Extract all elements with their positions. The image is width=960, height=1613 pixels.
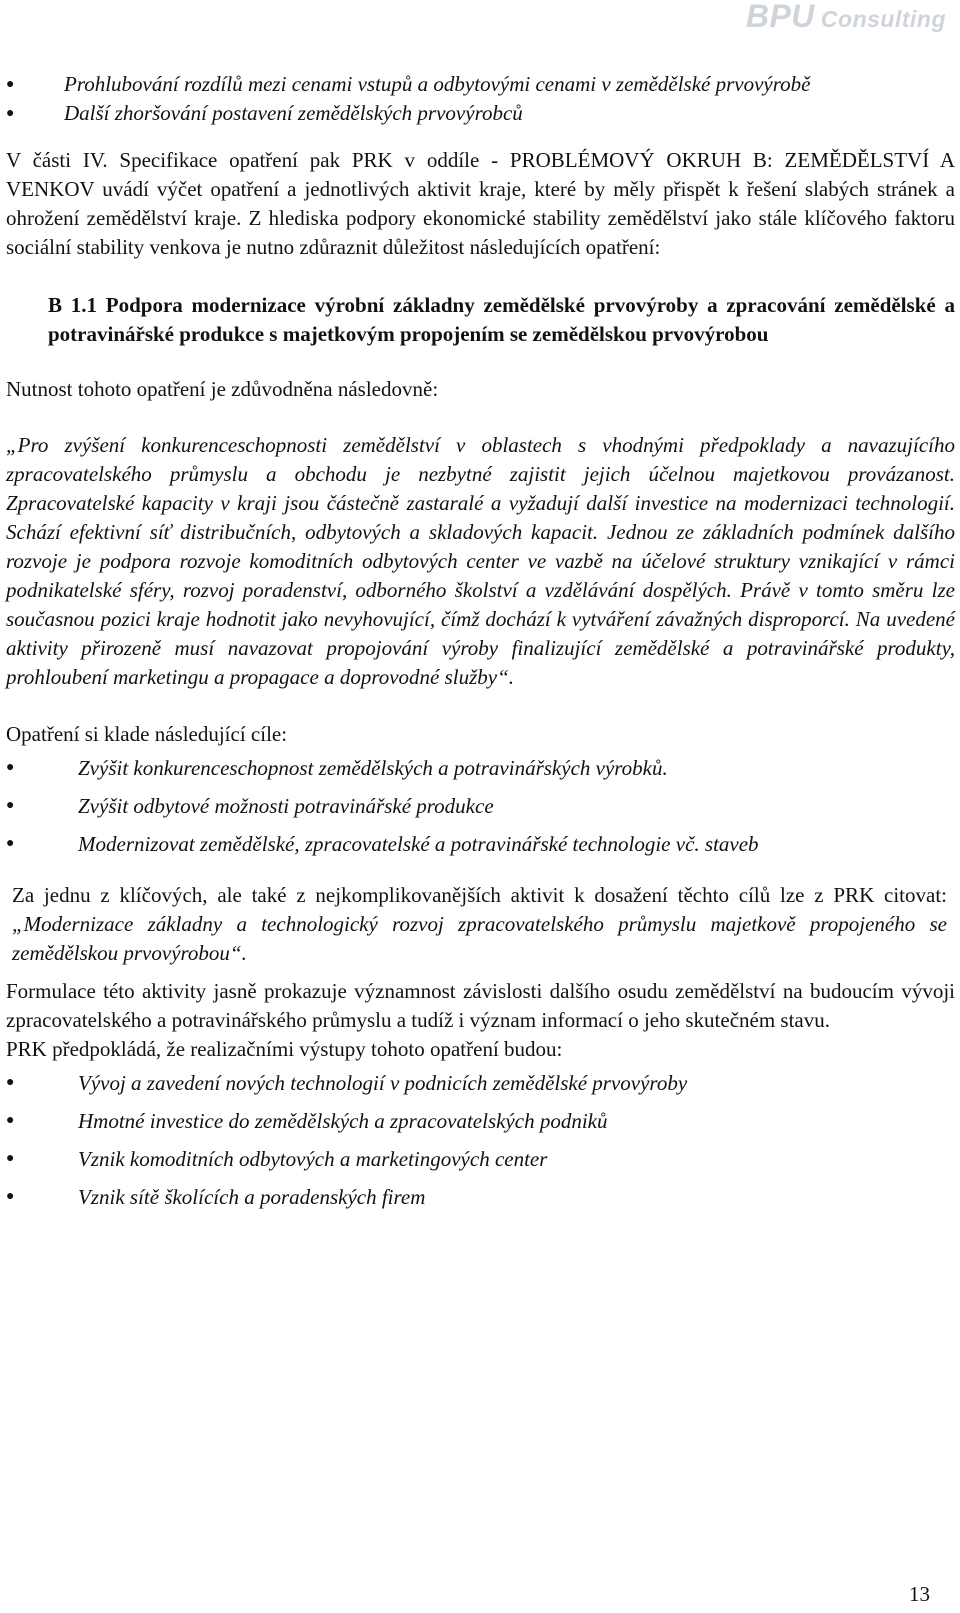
list-item [6,99,955,128]
key-activity-paragraph [6,881,955,968]
list-item-text: Vznik komoditních odbytových a marketingových center [78,1147,548,1171]
brand-sub: Consulting [820,6,946,32]
bullet-icon: ● [6,106,15,121]
goals-list [6,749,955,863]
list-item [6,1102,955,1140]
list-item [6,1178,955,1216]
outputs-intro: PRK předpokládá, že realizačními výstupy tohoto opatření budou: [6,1037,563,1061]
formulation-paragraph: Formulace této aktivity jasně prokazuje významnost závislosti dalšího osudu zemědělství na budoucím vývoji zpracovatelského a potravinářského průmyslu a tudíž i význam informací o jeho skutečném stavu. [6,979,955,1032]
bullet-icon: ● [6,798,15,813]
list-item [6,1140,955,1178]
list-item [6,825,955,863]
list-item-text: Zvýšit konkurenceschopnost zemědělských a potravinářských výrobků. [78,756,668,780]
list-item-text: Prohlubování rozdílů mezi cenami vstupů a odbytovými cenami v zemědělské prvovýrobě [64,72,811,96]
goals-intro: Opatření si klade následující cíle: [6,722,288,746]
measure-heading: B 1.1 Podpora modernizace výrobní základny zemědělské prvovýroby a zpracování zemědělské a potravinářské produkce s majetkovým propojením se zemědělskou prvovýrobou [48,293,955,346]
list-item [6,787,955,825]
list-item-text: Modernizovat zemědělské, zpracovatelské a potravinářské technologie vč. staveb [78,832,759,856]
top-bullet-list [6,70,955,128]
list-item-text: Další zhoršování postavení zemědělských prvovýrobců [64,101,523,125]
document-body [6,70,955,1216]
bullet-icon: ● [6,1189,15,1204]
brand-logo [746,2,946,35]
key-activity-quote: „Modernizace základny a technologický rozvoj zpracovatelského průmyslu majetkově propojeného se zemědělskou prvovýrobou“. [12,912,947,965]
bullet-icon: ● [6,760,15,775]
bullet-icon: ● [6,77,15,92]
list-item [6,1064,955,1102]
list-item-text: Vznik sítě školících a poradenských firem [78,1185,426,1209]
intro-paragraph: V části IV. Specifikace opatření pak PRK v oddíle - PROBLÉMOVÝ OKRUH B: ZEMĚDĚLSTVÍ A VENKOV uvádí výčet opatření a jednotlivých aktivit kraje, které by měly přispět k řešení slabých stránek a ohrožení zemědělství kraje. Z hlediska podpory ekonomické stability zemědělství jako stále klíčového faktoru sociální stability venkova je nutno zdůraznit důležitost následujících opatření: [6,148,955,259]
list-item [6,70,955,99]
bullet-icon: ● [6,1113,15,1128]
list-item-text: Vývoj a zavedení nových technologií v podnicích zemědělské prvovýroby [78,1071,688,1095]
bullet-icon: ● [6,1075,15,1090]
list-item-text: Hmotné investice do zemědělských a zpracovatelských podniků [78,1109,608,1133]
bullet-icon: ● [6,1151,15,1166]
bullet-icon: ● [6,836,15,851]
justification-quote: „Pro zvýšení konkurenceschopnosti zemědělství v oblastech s vhodnými předpoklady a navazujícího zpracovatelského průmyslu a obchodu je nezbytné zajistit jejich účelnou majetkovou provázanost. Zpracovatelské kapacity v kraji jsou částečně zastaralé a vyžadují další investice na modernizaci technologií. Schází efektivní síť distribučních, odbytových a skladových kapacit. Jednou ze základních podmínek dalšího rozvoje je podpora rozvoje komoditních odbytových center ve vazbě na účelové struktury vznikající v rámci podnikatelské sféry, rozvoj poradenství, odborného školství a vzdělávání dospělých. Právě v tomto směru lze současnou pozici kraje hodnotit jako nevyhovující, čímž dochází k vytváření závažných disproporcí. Na uvedené aktivity přirozeně musí navazovat propojování výroby finalizující zemědělské a potravinářské produkty, prohloubení marketingu a propagace a doprovodné služby“. [6,433,955,689]
list-item [6,749,955,787]
brand-main: BPU [745,0,815,34]
list-item-text: Zvýšit odbytové možnosti potravinářské produkce [78,794,494,818]
reason-intro: Nutnost tohoto opatření je zdůvodněna následovně: [6,377,439,401]
outputs-list [6,1064,955,1216]
page-number: 13 [909,1582,930,1606]
key-activity-lead: Za jednu z klíčových, ale také z nejkomplikovanějších aktivit k dosažení těchto cílů lze z PRK citovat: [12,883,947,907]
